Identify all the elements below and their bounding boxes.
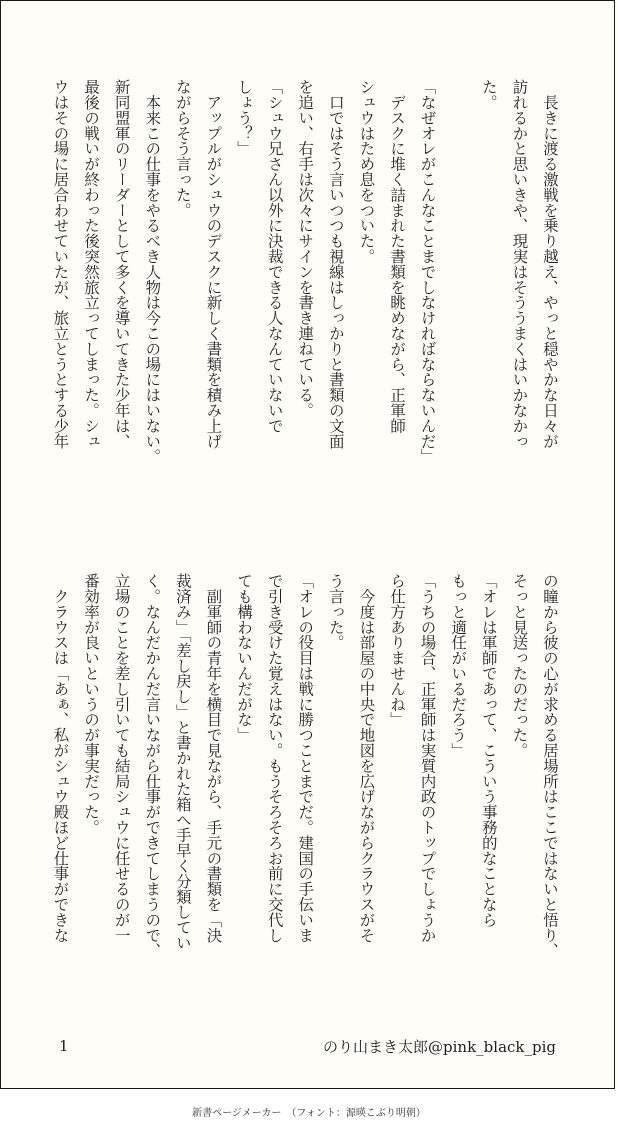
text-line: 「オレの役目は戦に勝つことまでだ。建国の手伝いま — [296, 573, 315, 943]
text-line: しょう？」 — [235, 79, 254, 156]
text-line: の瞳から彼の心が求める居場所はここではないと悟り、 — [541, 573, 559, 958]
text-line: 「なぜオレがこんなことまでしなければならないんだ」 — [418, 79, 437, 464]
text-line: 最後の戦いが終わった後突然旅立ってしまった。シュ — [82, 79, 101, 449]
text-line: もっと適任がいるだろう」 — [449, 573, 468, 758]
text-line: 長きに渡る激戦を乗り越え、やっと穏やかな日々が — [541, 79, 559, 449]
text-line: 新同盟軍のリーダーとして多くを導いてきた少年は、 — [112, 79, 131, 449]
generator-footer: 新書ページメーカー （フォント：源暎こぶり明朝） — [192, 1108, 426, 1119]
text-line: で引き受けた覚えはない。もうそろそろお前に交代し — [265, 573, 284, 943]
text-line: ても構わないんだがな」 — [235, 573, 254, 743]
text-line: く。なんだかんだ言いながら仕事ができてしまうので、 — [143, 573, 162, 958]
text-line: 番効率が良いというのが事実だった。 — [82, 573, 101, 835]
text-line: シュウはため息をついた。 — [357, 79, 376, 264]
text-line: 「うちの場合、正軍師は実質内政のトップでしょうか — [418, 573, 437, 943]
author-credit: のり山まき太郎@pink_black_pig — [323, 1038, 556, 1056]
text-line: ら仕方ありませんね」 — [388, 573, 407, 727]
text-line: 「オレは軍師であって、こういう事務的なことなら — [479, 573, 498, 928]
text-line: そっと見送ったのだった。 — [510, 573, 529, 758]
text-line: アップルがシュウのデスクに新しく書類を積み上げ — [204, 79, 223, 449]
text-line: 本来この仕事をやるべき人物は今この場にはいない。 — [143, 79, 162, 464]
text-line: クラウスは「あぁ、私がシュウ殿ほど仕事ができな — [51, 573, 70, 943]
text-line: を追い、右手は次々にサインを書き連ねている。 — [296, 79, 315, 418]
text-line: 「シュウ兄さん以外に決裁できる人なんていないで — [265, 79, 284, 434]
text-line: ながらそう言った。 — [173, 79, 192, 218]
text-line: う言った。 — [326, 573, 345, 650]
text-line: 立場のことを差し引いても結局シュウに任せるのが一 — [112, 573, 131, 943]
text-line: た。 — [479, 79, 498, 110]
text-line: 裁済み」「差し戻し」と書かれた箱へ手早く分類してい — [173, 573, 192, 951]
text-line: 副軍師の青年を横目で見ながら、手元の書類を「決 — [204, 573, 223, 943]
text-line: ウはその場に居合わせていたが、旅立とうとする少年 — [51, 79, 70, 449]
page-number: 1 — [59, 1037, 69, 1055]
text-line: 訪れるかと思いきや、現実はそううまくはいかなかっ — [510, 79, 529, 449]
text-block-lower — [51, 573, 565, 1023]
text-line: 今度は部屋の中央で地図を広げながらクラウスがそ — [357, 573, 376, 943]
text-line: デスクに堆く詰まれた書類を眺めながら、正軍師 — [388, 79, 407, 434]
blank-line — [443, 79, 474, 529]
text-block-upper — [51, 79, 565, 529]
text-line: 口ではそう言いつつも視線はしっかりと書類の文面 — [326, 79, 345, 449]
